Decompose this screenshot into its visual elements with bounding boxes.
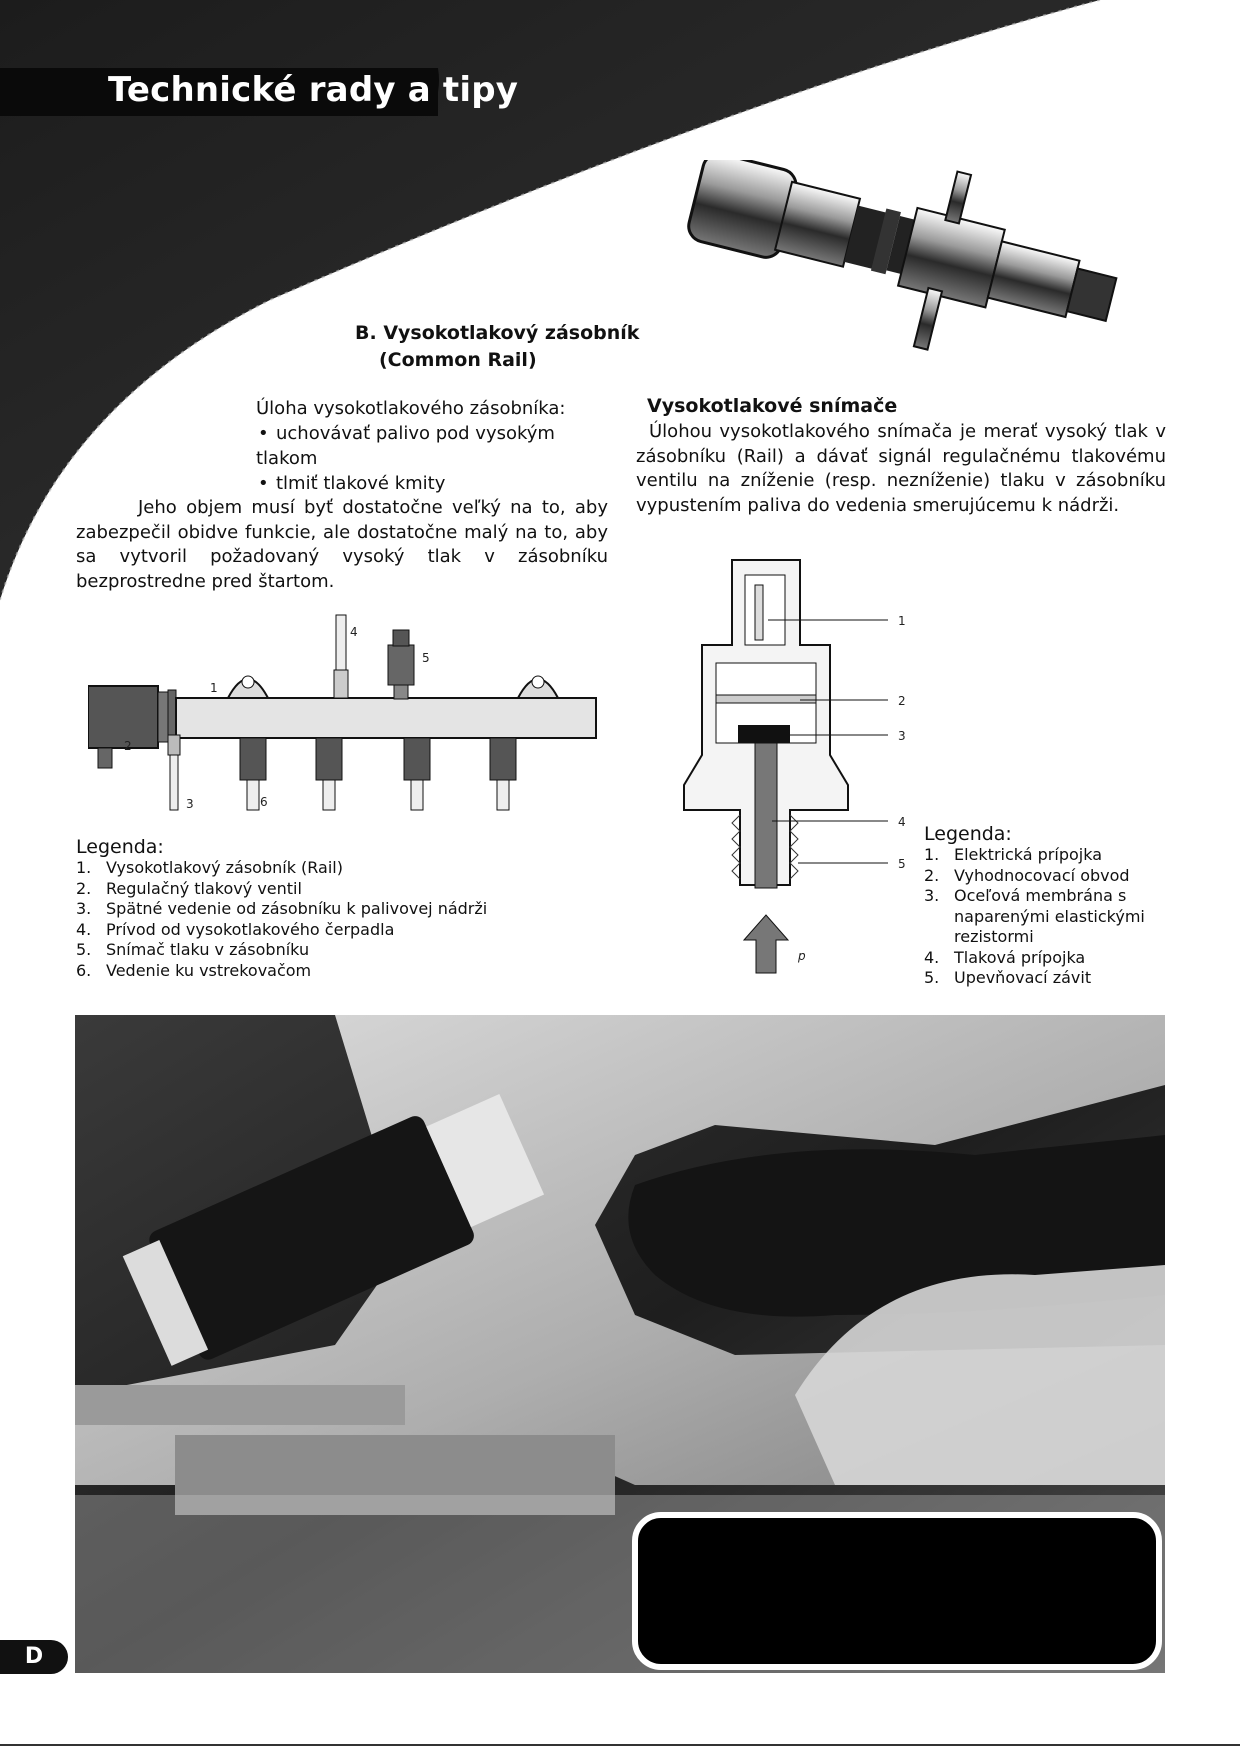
page-letter-badge: D (0, 1640, 68, 1674)
list-item (76, 899, 516, 920)
legend-number: 3. (924, 886, 940, 905)
legend-text: Vysokotlakový zásobník (Rail) (106, 858, 343, 877)
list-item: • tlmiť tlakové kmity (256, 471, 616, 496)
rail-legend (76, 836, 516, 981)
legend-text: Vedenie ku vstrekovačom (106, 960, 312, 980)
legend-title: Legenda: (76, 836, 164, 858)
rail-label-3: 3 (186, 797, 194, 811)
rail-section-title-main: B. Vysokotlakový zásobník (355, 322, 640, 344)
sensor-label-2: 2 (898, 694, 906, 708)
legend-number: 2. (76, 878, 92, 898)
legend-list (76, 858, 516, 981)
list-item (924, 866, 1164, 887)
rail-intro-text: Úloha vysokotlakového zásobníka: (256, 398, 566, 419)
legend-text: Snímač tlaku v zásobníku (106, 940, 310, 959)
legend-number: 1. (924, 845, 940, 864)
legend-number: 2. (924, 865, 940, 885)
rail-label-6: 6 (260, 795, 268, 809)
list-item (76, 940, 516, 961)
list-item (76, 920, 516, 941)
common-rail-diagram (88, 610, 608, 815)
legend-number: 5. (924, 968, 940, 987)
sensor-label-5: 5 (898, 857, 906, 871)
rail-section-title (355, 320, 655, 374)
legend-number: 6. (76, 960, 92, 980)
legend-text: Oceľová membrána s naparenými elastickými rezistormi (954, 886, 1145, 946)
page-header-title: Technické rady a tipy (108, 70, 519, 110)
legend-list (924, 845, 1164, 989)
sensor-label-4: 4 (898, 815, 906, 829)
legend-text: Vyhodnocovací obvod (954, 865, 1130, 885)
sensor-section-title: Vysokotlakové snímače (647, 395, 898, 417)
legend-number: 3. (76, 899, 92, 918)
legend-text: Elektrická prípojka (954, 845, 1102, 864)
rail-paragraph: Jeho objem musí byť dostatočne veľký na to, aby zabezpečil obidve funkcie, ale dostatočne malý na to, aby sa vytvoril požadovaný vysoký tlak v zásobníku bezprostredne pred štartom. (76, 497, 608, 592)
list-item (924, 886, 1164, 948)
injector-cutaway-photo (75, 1015, 1165, 1673)
pressure-sensor-cross-section (680, 555, 920, 975)
sensor-paragraph: Úlohou vysokotlakového snímača je merať vysoký tlak v zásobníku (Rail) a dávať signál regulačnému tlakovému ventilu na zníženie (resp. nezníženie) tlaku v zásobníku vypustením paliva do vedenia smerujúcemu k nádrži. (636, 421, 1166, 516)
sensor-legend (924, 823, 1164, 989)
rail-label-5: 5 (422, 651, 430, 665)
list-item (76, 879, 516, 900)
legend-text: Regulačný tlakový ventil (106, 878, 302, 898)
pressure-sensor-photo (672, 160, 1162, 405)
list-item (924, 948, 1164, 969)
list-item (76, 858, 516, 879)
rail-section-subtitle: (Common Rail) (379, 349, 537, 371)
legend-text: Prívod od vysokotlakového čerpadla (106, 919, 395, 939)
legend-number: 1. (76, 858, 92, 877)
legend-text: Tlaková prípojka (954, 947, 1086, 967)
list-item: • uchovávať palivo pod vysokým tlakom (256, 421, 616, 471)
sensor-label-1: 1 (898, 614, 906, 628)
rail-label-1: 1 (210, 681, 218, 695)
legend-title: Legenda: (924, 823, 1012, 845)
legend-number: 5. (76, 940, 92, 959)
list-item (924, 968, 1164, 989)
pressure-label: p (798, 949, 806, 963)
list-item (76, 961, 516, 982)
bottom-rule (0, 1744, 1240, 1746)
sensor-label-3: 3 (898, 729, 906, 743)
legend-number: 4. (76, 919, 92, 939)
rail-label-4: 4 (350, 625, 358, 639)
legend-text: Spätné vedenie od zásobníku k palivovej nádrži (106, 899, 488, 918)
rail-label-2: 2 (124, 739, 132, 753)
legend-text: Upevňovací závit (954, 968, 1092, 987)
rail-function-list (256, 421, 616, 496)
legend-number: 4. (924, 947, 940, 967)
list-item (924, 845, 1164, 866)
